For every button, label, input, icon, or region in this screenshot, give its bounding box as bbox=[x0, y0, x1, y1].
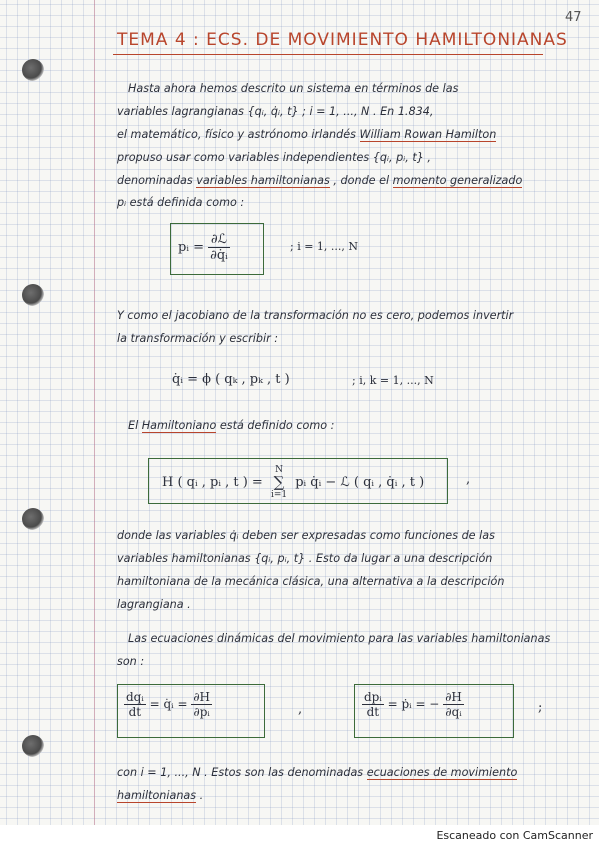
text-line bbox=[117, 785, 203, 808]
sum-lower: i=1 bbox=[270, 490, 288, 500]
index-range: ; i = 1, ..., N bbox=[290, 240, 359, 253]
text-line bbox=[117, 124, 496, 147]
text-line: Las ecuaciones dinámicas del movimiento para las variables hamiltonianas bbox=[128, 632, 551, 645]
equation-momentum bbox=[178, 232, 230, 263]
text-span: con i = 1, ..., N . Estos son las denominadas bbox=[117, 766, 367, 779]
highlighted-term: momento generalizado bbox=[392, 174, 523, 187]
eq-separator: , bbox=[298, 702, 303, 717]
punch-hole bbox=[22, 508, 44, 530]
eq-lhs: H ( qᵢ , pᵢ , t ) = bbox=[162, 475, 263, 490]
punch-hole bbox=[22, 59, 44, 81]
eq-sign: = bbox=[177, 697, 188, 711]
text-line: variables hamiltonianas {qᵢ, pᵢ, t} . Esto da lugar a una descripción bbox=[117, 552, 493, 565]
eq-sign: = bbox=[387, 697, 398, 711]
scanner-watermark: Escaneado con CamScanner bbox=[436, 829, 593, 842]
fraction bbox=[208, 232, 230, 263]
page-number: 47 bbox=[565, 10, 582, 25]
eq-lhs: pᵢ bbox=[178, 240, 189, 255]
fraction-denominator: ∂q̇ᵢ bbox=[210, 248, 228, 263]
fraction-denominator: ∂pᵢ bbox=[193, 705, 210, 719]
eq-sign: = bbox=[149, 697, 160, 711]
fraction-numerator: ∂H bbox=[445, 690, 462, 704]
fraction-numerator: dpᵢ bbox=[364, 690, 382, 704]
fraction-denominator: dt bbox=[366, 705, 380, 719]
fraction bbox=[191, 690, 212, 719]
text-line bbox=[128, 415, 334, 438]
summation bbox=[271, 465, 287, 500]
fraction bbox=[362, 690, 384, 719]
highlighted-term: variables hamiltonianas bbox=[196, 174, 330, 187]
equation-hamiltonian bbox=[162, 465, 424, 500]
text-line bbox=[117, 762, 517, 785]
punch-hole bbox=[22, 284, 44, 306]
equation-inversion: q̇ᵢ = ϕ ( qₖ , pₖ , t ) bbox=[172, 372, 290, 387]
equation-dp-dt bbox=[362, 690, 464, 719]
highlighted-term: hamiltonianas bbox=[117, 789, 197, 802]
sum-symbol: ∑ bbox=[273, 473, 285, 491]
text-line: pᵢ está definida como : bbox=[117, 196, 245, 209]
text-line: Y como el jacobiano de la transformación no es cero, podemos invertir bbox=[117, 309, 514, 322]
text-line: variables lagrangianas {qᵢ, q̇ᵢ, t} ; i = 1, ..., N . En 1.834, bbox=[117, 105, 434, 118]
text-line: Hasta ahora hemos descrito un sistema en términos de las bbox=[128, 82, 459, 95]
text-span: , donde el bbox=[329, 174, 393, 187]
eq-term: ṗᵢ bbox=[401, 697, 412, 711]
fraction bbox=[124, 690, 146, 719]
text-span: . bbox=[196, 789, 204, 802]
text-line bbox=[117, 170, 522, 193]
highlighted-term: ecuaciones de movimiento bbox=[366, 766, 518, 779]
eq-trailing-comma: , bbox=[466, 472, 471, 487]
text-line: hamiltoniana de la mecánica clásica, una alternativa a la descripción bbox=[117, 575, 505, 588]
equation-dq-dt bbox=[124, 690, 212, 719]
margin-line bbox=[94, 0, 95, 825]
eq-term: q̇ᵢ bbox=[163, 697, 174, 711]
text-line: donde las variables q̇ᵢ deben ser expresadas como funciones de las bbox=[117, 529, 495, 542]
eq-separator: ; bbox=[538, 700, 543, 715]
punch-hole bbox=[22, 735, 44, 757]
eq-rhs: pᵢ q̇ᵢ − ℒ ( qᵢ , q̇ᵢ , t ) bbox=[295, 475, 425, 490]
sum-upper: N bbox=[275, 465, 283, 475]
text-span: está definido como : bbox=[216, 419, 335, 432]
fraction-denominator: ∂qᵢ bbox=[445, 705, 462, 719]
highlighted-term: Hamiltoniano bbox=[141, 419, 217, 432]
text-line: propuso usar como variables independientes {qᵢ, pᵢ, t} , bbox=[117, 151, 431, 164]
index-range: ; i, k = 1, ..., N bbox=[352, 374, 434, 387]
fraction-numerator: ∂H bbox=[193, 690, 210, 704]
text-line: la transformación y escribir : bbox=[117, 332, 279, 345]
text-span: denominadas bbox=[117, 174, 197, 187]
text-span: El bbox=[128, 419, 142, 432]
fraction-numerator: dqᵢ bbox=[126, 690, 144, 704]
highlighted-term: William Rowan Hamilton bbox=[359, 128, 497, 141]
title-underline bbox=[113, 54, 543, 55]
eq-sign: = − bbox=[415, 697, 440, 711]
text-line: son : bbox=[117, 655, 145, 668]
text-line: lagrangiana . bbox=[117, 598, 191, 611]
fraction bbox=[443, 690, 464, 719]
fraction-numerator: ∂ℒ bbox=[208, 232, 230, 248]
eq-sign: = bbox=[193, 240, 204, 255]
text-span: el matemático, físico y astrónomo irlandés bbox=[117, 128, 360, 141]
page-title: TEMA 4 : ECS. DE MOVIMIENTO HAMILTONIANAS bbox=[117, 30, 568, 50]
fraction-denominator: dt bbox=[128, 705, 142, 719]
